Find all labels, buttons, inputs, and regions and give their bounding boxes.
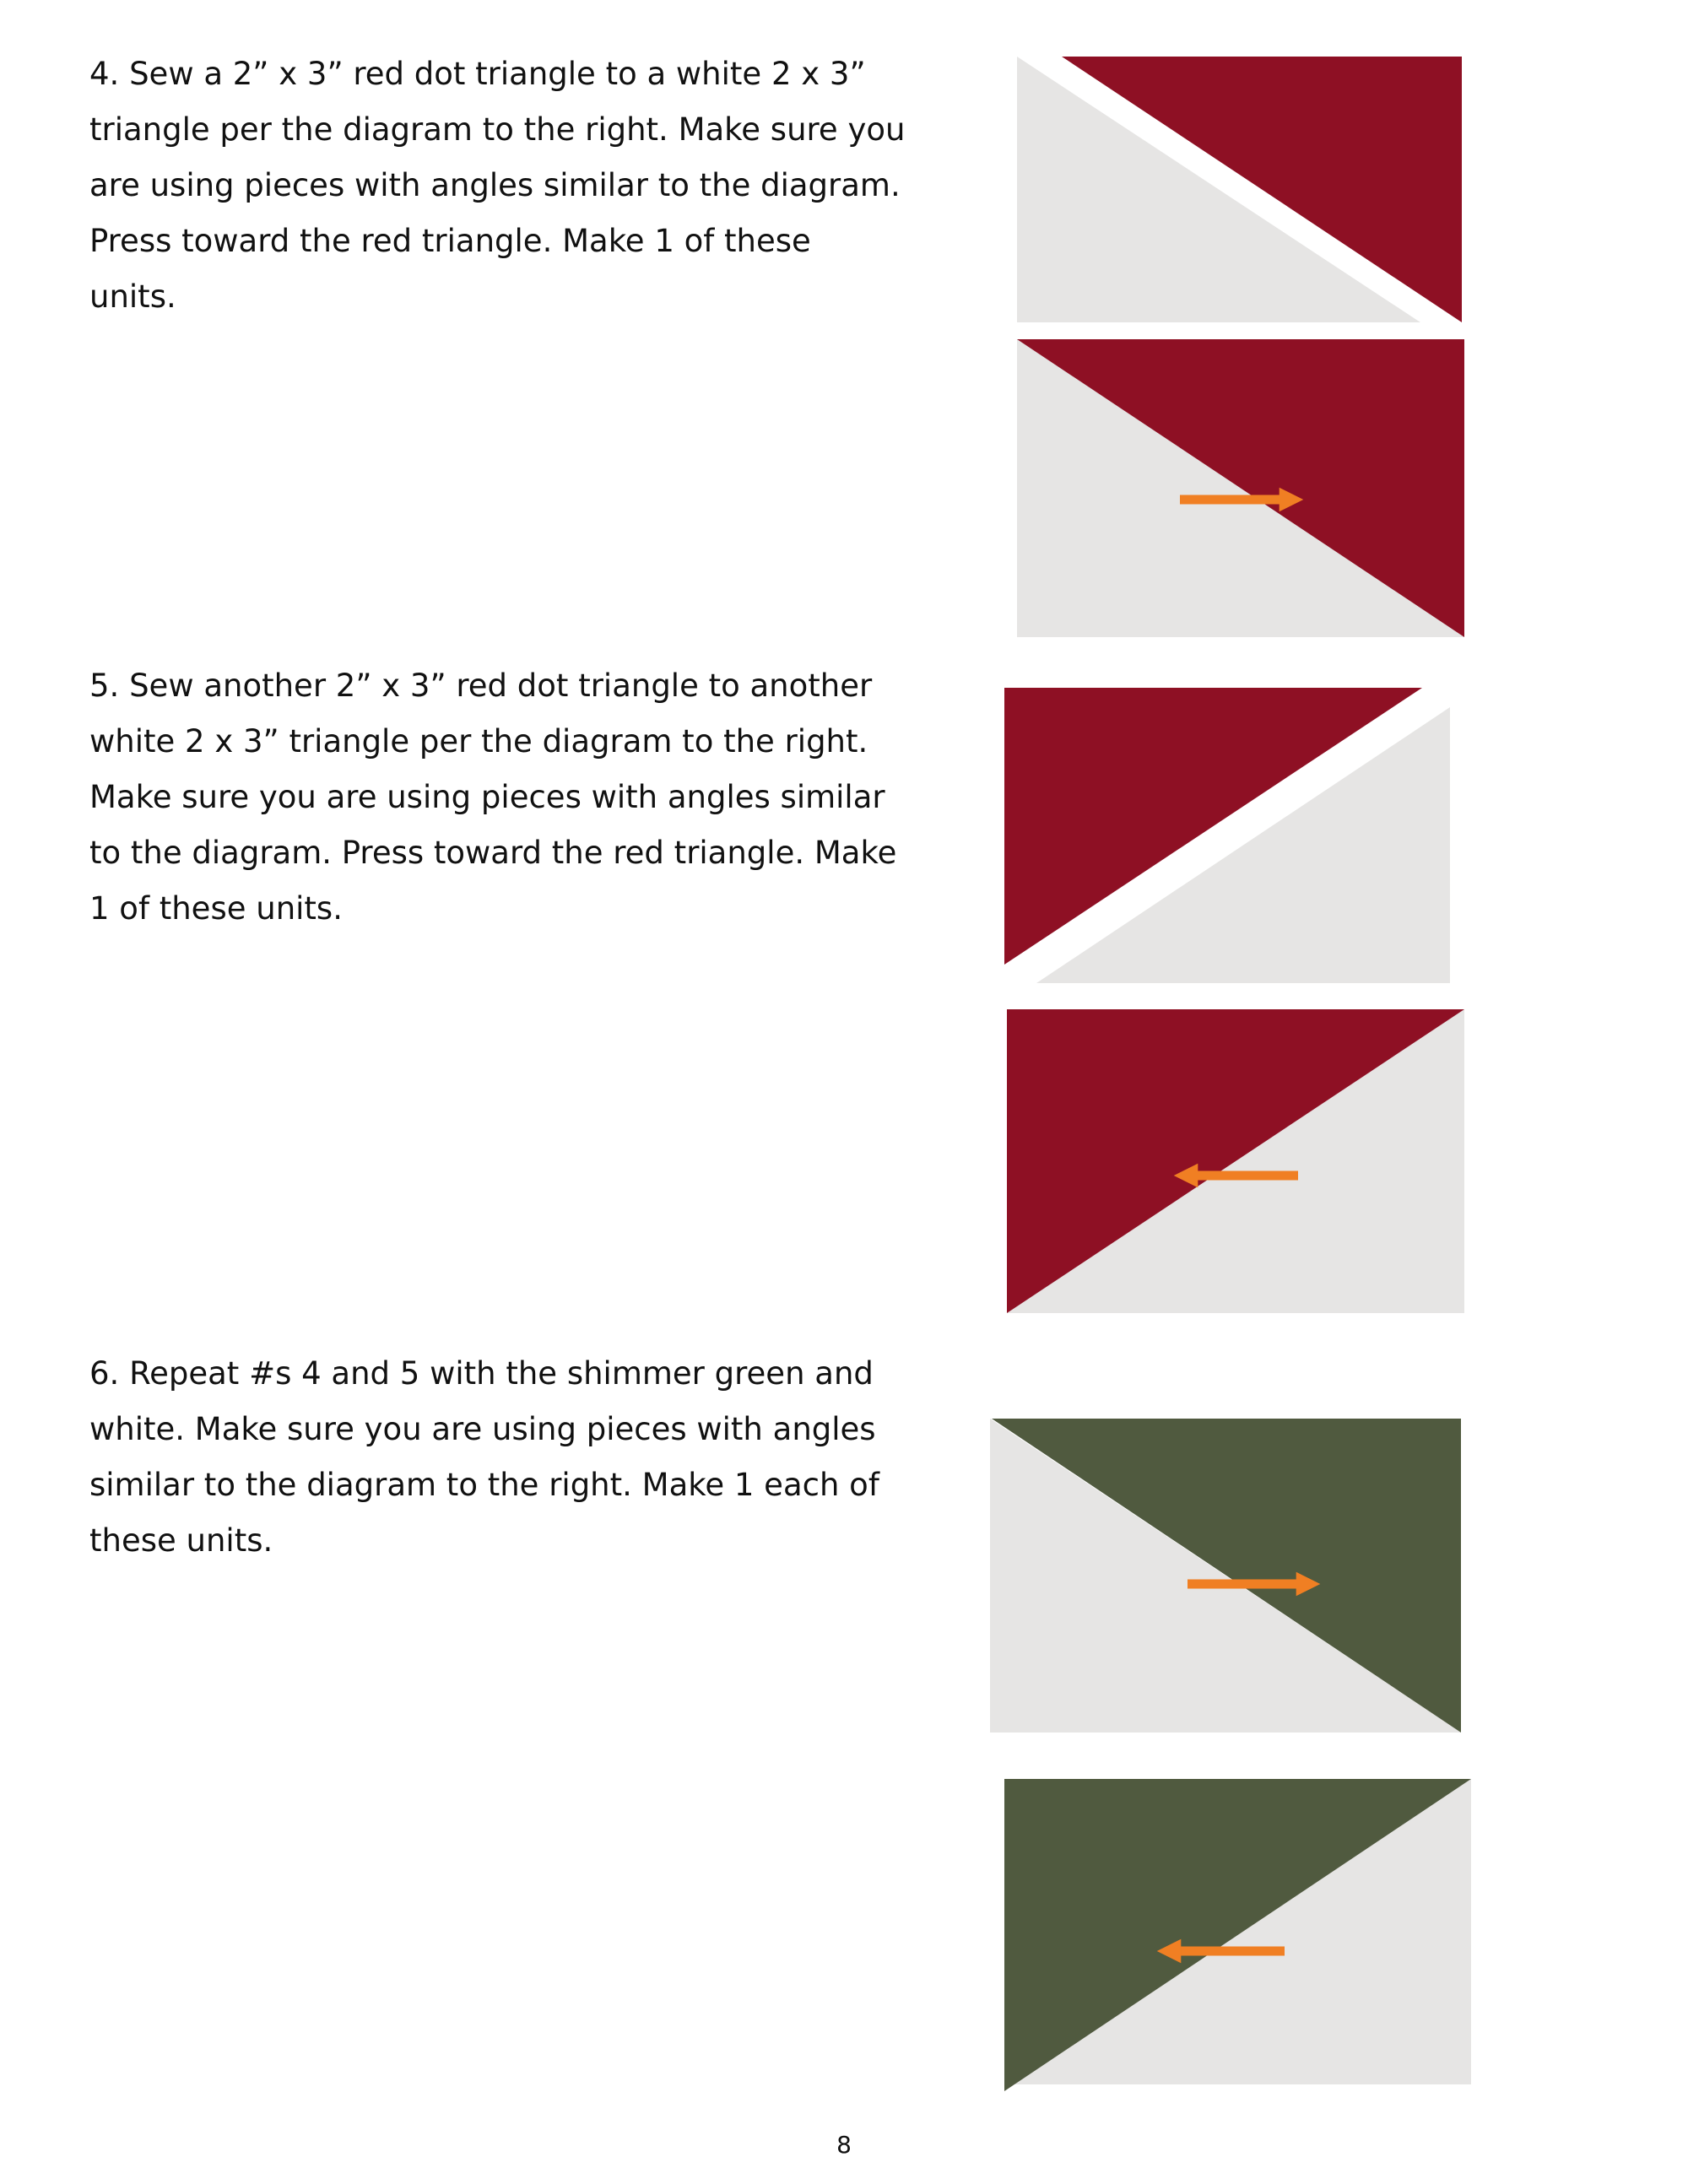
step-6-green-unit-a [990,1419,1461,1733]
page-number: 8 [836,2131,852,2159]
step-5-text: 5. Sew another 2” x 3” red dot triangle to another white 2 x 3” triangle per the diagram to the right. Make sure you are using pieces with angles similar to the diagram. Press toward the red triangle. Make 1 of these units. [89,668,897,927]
step-6-green-unit-b [1004,1779,1471,2091]
step-5-separated-unit [1004,688,1450,983]
step-4-separated-unit [1017,57,1462,322]
step-4-sewn-unit [1017,339,1464,637]
step-5-sewn-unit [1007,1009,1464,1313]
step-4-text: 4. Sew a 2” x 3” red dot triangle to a white 2 x 3” triangle per the diagram to the right. Make sure you are using pieces with angles similar to the diagram. Press toward the red triangle. Make 1 of these units. [89,56,906,315]
step-6-text: 6. Repeat #s 4 and 5 with the shimmer green and white. Make sure you are using pieces with angles similar to the diagram to the right. Make 1 each of these units. [89,1355,879,1559]
